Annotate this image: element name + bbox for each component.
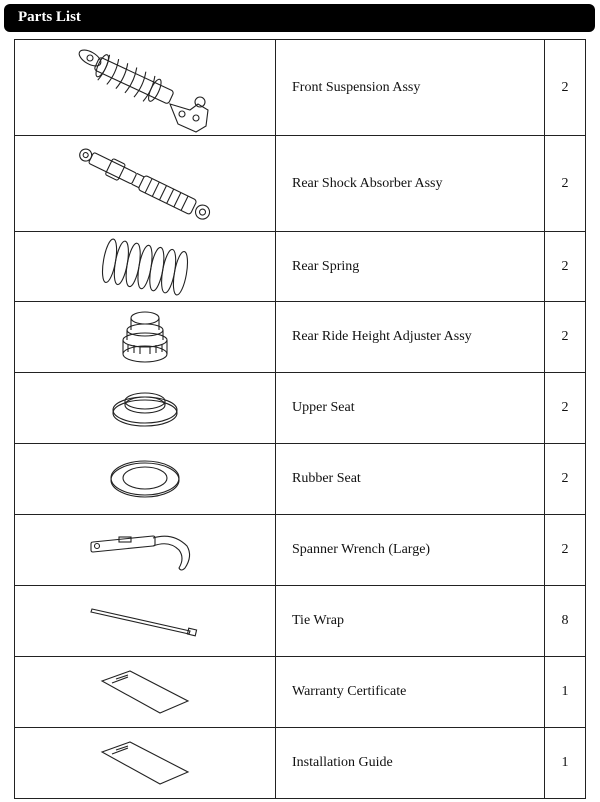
part-name: Warranty Certificate (276, 657, 545, 728)
part-image-cell (15, 40, 276, 136)
parts-table (14, 39, 586, 799)
upper-seat-icon (107, 383, 183, 433)
part-qty: 1 (545, 728, 586, 799)
part-image-cell (15, 373, 276, 444)
part-qty: 2 (545, 136, 586, 232)
front-suspension-icon (70, 42, 220, 134)
height-adjuster-icon (110, 304, 180, 370)
installation-guide-icon (98, 738, 192, 788)
table-row (15, 40, 586, 136)
part-image-cell (15, 657, 276, 728)
warranty-certificate-icon (98, 667, 192, 717)
part-name: Rear Spring (276, 232, 545, 302)
parts-list-header (4, 4, 595, 32)
part-name: Installation Guide (276, 728, 545, 799)
part-qty: 2 (545, 302, 586, 373)
rear-shock-absorber-icon (65, 138, 225, 230)
part-name: Rubber Seat (276, 444, 545, 515)
part-name: Upper Seat (276, 373, 545, 444)
table-row (15, 515, 586, 586)
spanner-wrench-icon (87, 522, 203, 578)
part-image-cell (15, 302, 276, 373)
part-image-cell (15, 136, 276, 232)
part-qty: 8 (545, 586, 586, 657)
table-row (15, 586, 586, 657)
part-image-cell (15, 728, 276, 799)
part-image-cell (15, 444, 276, 515)
table-row (15, 373, 586, 444)
tie-wrap-icon (88, 601, 202, 641)
part-name: Front Suspension Assy (276, 40, 545, 136)
part-image-cell (15, 586, 276, 657)
part-name: Tie Wrap (276, 586, 545, 657)
rubber-seat-icon (105, 455, 185, 503)
table-row (15, 657, 586, 728)
part-qty: 2 (545, 515, 586, 586)
part-image-cell (15, 232, 276, 302)
part-name: Rear Shock Absorber Assy (276, 136, 545, 232)
table-row (15, 136, 586, 232)
part-name: Rear Ride Height Adjuster Assy (276, 302, 545, 373)
table-row (15, 232, 586, 302)
part-qty: 2 (545, 40, 586, 136)
part-qty: 2 (545, 373, 586, 444)
part-image-cell (15, 515, 276, 586)
table-row (15, 444, 586, 515)
part-name: Spanner Wrench (Large) (276, 515, 545, 586)
part-qty: 1 (545, 657, 586, 728)
page-title: Parts List (18, 9, 81, 25)
table-row (15, 302, 586, 373)
part-qty: 2 (545, 444, 586, 515)
part-qty: 2 (545, 232, 586, 302)
spring-icon (95, 234, 195, 300)
table-row (15, 728, 586, 799)
